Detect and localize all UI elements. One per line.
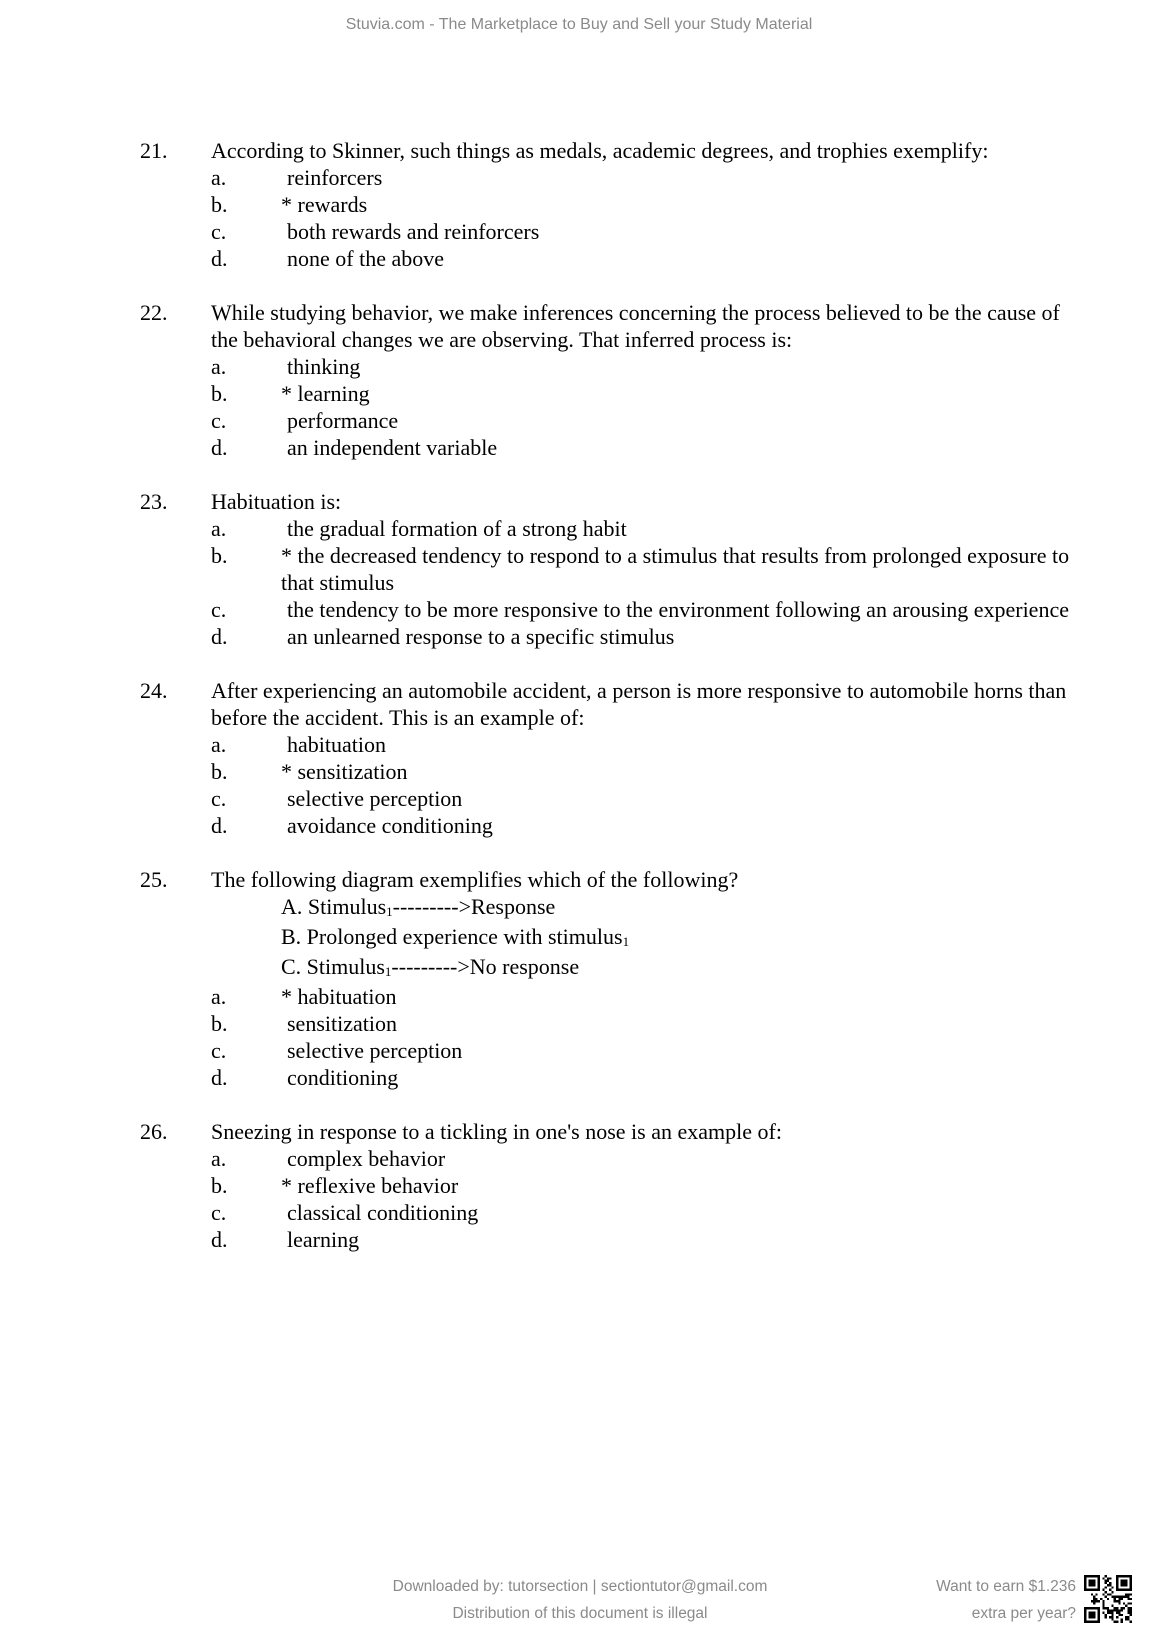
downloaded-by-text: Downloaded by: tutorsection | sectiontutor@gmail.com bbox=[392, 1578, 768, 1595]
diagram-line bbox=[281, 893, 1080, 923]
answer-option bbox=[140, 407, 1080, 434]
question-stem bbox=[140, 677, 1080, 731]
diagram-line bbox=[281, 923, 1080, 953]
option-text: the tendency to be more responsive to the environment following an arousing experience bbox=[287, 597, 1069, 622]
answer-option bbox=[140, 1226, 1080, 1253]
answer-option bbox=[140, 164, 1080, 191]
answer-option bbox=[140, 380, 1080, 407]
answer-option bbox=[140, 353, 1080, 380]
option-text: selective perception bbox=[287, 786, 463, 811]
answer-option bbox=[140, 542, 1080, 596]
option-letter: a. bbox=[211, 354, 227, 379]
answer-option bbox=[140, 191, 1080, 218]
question-text: While studying behavior, we make inferences concerning the process believed to be the cause of the behavioral changes we are observing. That inferred process is: bbox=[211, 300, 1060, 352]
question-number: 26. bbox=[140, 1119, 168, 1144]
answer-option bbox=[140, 623, 1080, 650]
option-text-correct: * rewards bbox=[281, 192, 368, 217]
option-letter: d. bbox=[211, 1227, 228, 1252]
question-stem bbox=[140, 866, 1080, 893]
diagram-text: A. Stimulus bbox=[281, 894, 387, 919]
option-text-correct: * learning bbox=[281, 381, 370, 406]
diagram-text-after: --------->No response bbox=[391, 954, 580, 979]
answer-option bbox=[140, 1037, 1080, 1064]
question-number: 23. bbox=[140, 489, 168, 514]
option-text: classical conditioning bbox=[287, 1200, 479, 1225]
option-letter: a. bbox=[211, 984, 227, 1009]
diagram-subscript: 1 bbox=[622, 934, 630, 949]
question-stem bbox=[140, 1118, 1080, 1145]
option-text: an unlearned response to a specific stimulus bbox=[287, 624, 675, 649]
option-letter: b. bbox=[211, 1011, 228, 1036]
answer-option bbox=[140, 731, 1080, 758]
option-text: the gradual formation of a strong habit bbox=[287, 516, 627, 541]
option-text: avoidance conditioning bbox=[287, 813, 493, 838]
option-text: both rewards and reinforcers bbox=[287, 219, 540, 244]
answer-option bbox=[140, 1064, 1080, 1091]
question-26 bbox=[140, 1118, 1080, 1253]
answer-option bbox=[140, 1172, 1080, 1199]
earn-promo-line2[interactable]: extra per year? bbox=[971, 1605, 1076, 1622]
question-25 bbox=[140, 866, 1080, 1091]
question-stem bbox=[140, 137, 1080, 164]
question-number: 25. bbox=[140, 867, 168, 892]
question-text: After experiencing an automobile accident, a person is more responsive to automobile horns than before the accident. This is an example of: bbox=[211, 678, 1067, 730]
option-text: thinking bbox=[287, 354, 361, 379]
option-letter: d. bbox=[211, 813, 228, 838]
option-letter: c. bbox=[211, 786, 227, 811]
question-number: 21. bbox=[140, 138, 168, 163]
option-letter: c. bbox=[211, 1038, 227, 1063]
diagram-subscript: 1 bbox=[386, 904, 393, 919]
answer-option bbox=[140, 1010, 1080, 1037]
option-text: conditioning bbox=[287, 1065, 399, 1090]
footer-download-info bbox=[360, 1573, 800, 1627]
answer-option bbox=[140, 812, 1080, 839]
answer-option bbox=[140, 596, 1080, 623]
question-text: Sneezing in response to a tickling in one's nose is an example of: bbox=[211, 1119, 782, 1144]
option-letter: c. bbox=[211, 597, 227, 622]
option-text: performance bbox=[287, 408, 399, 433]
question-text: Habituation is: bbox=[211, 489, 342, 514]
option-letter: d. bbox=[211, 1065, 228, 1090]
option-letter: d. bbox=[211, 624, 228, 649]
question-24 bbox=[140, 677, 1080, 839]
option-letter: b. bbox=[211, 192, 228, 217]
question-stem bbox=[140, 299, 1080, 353]
answer-option bbox=[140, 758, 1080, 785]
answer-option bbox=[140, 1199, 1080, 1226]
qr-code-icon[interactable] bbox=[1084, 1575, 1132, 1623]
option-text: an independent variable bbox=[287, 435, 498, 460]
earn-promo-line1[interactable]: Want to earn $1.236 bbox=[936, 1578, 1076, 1595]
answer-option bbox=[140, 245, 1080, 272]
option-letter: c. bbox=[211, 1200, 227, 1225]
option-letter: b. bbox=[211, 759, 228, 784]
question-number: 22. bbox=[140, 300, 168, 325]
option-text: reinforcers bbox=[287, 165, 383, 190]
option-text: none of the above bbox=[287, 246, 444, 271]
question-text: The following diagram exemplifies which of the following? bbox=[211, 867, 739, 892]
answer-option bbox=[140, 218, 1080, 245]
question-23 bbox=[140, 488, 1080, 650]
option-letter: b. bbox=[211, 1173, 228, 1198]
diagram-subscript: 1 bbox=[384, 964, 392, 979]
answer-option bbox=[140, 515, 1080, 542]
option-text: selective perception bbox=[287, 1038, 463, 1063]
option-letter: d. bbox=[211, 435, 228, 460]
answer-option bbox=[140, 983, 1080, 1010]
option-letter: a. bbox=[211, 165, 227, 190]
answer-option bbox=[140, 1145, 1080, 1172]
question-22 bbox=[140, 299, 1080, 461]
question-list bbox=[140, 137, 1080, 1280]
option-letter: a. bbox=[211, 516, 227, 541]
option-letter: b. bbox=[211, 381, 228, 406]
option-text-correct: * the decreased tendency to respond to a stimulus that results from prolonged exposure to that stimulus bbox=[281, 543, 1070, 595]
answer-option bbox=[140, 434, 1080, 461]
footer-earn-promo[interactable] bbox=[936, 1573, 1076, 1627]
option-text-correct: * sensitization bbox=[281, 759, 408, 784]
option-text: habituation bbox=[287, 732, 386, 757]
option-letter: b. bbox=[211, 543, 228, 568]
option-text-correct: * habituation bbox=[281, 984, 397, 1009]
diagram-line bbox=[281, 953, 1080, 983]
question-text: According to Skinner, such things as medals, academic degrees, and trophies exemplify: bbox=[211, 138, 989, 163]
option-text-correct: * reflexive behavior bbox=[281, 1173, 459, 1198]
option-letter: a. bbox=[211, 732, 227, 757]
option-letter: c. bbox=[211, 408, 227, 433]
question-number: 24. bbox=[140, 678, 168, 703]
stuvia-watermark: Stuvia.com - The Marketplace to Buy and Sell your Study Material bbox=[345, 16, 813, 33]
diagram-text: B. Prolonged experience with stimulus bbox=[281, 924, 623, 949]
option-letter: a. bbox=[211, 1146, 227, 1171]
option-letter: c. bbox=[211, 219, 227, 244]
answer-option bbox=[140, 785, 1080, 812]
option-letter: d. bbox=[211, 246, 228, 271]
distribution-notice: Distribution of this document is illegal bbox=[452, 1605, 708, 1622]
option-text: complex behavior bbox=[287, 1146, 446, 1171]
diagram-text-after: --------->Response bbox=[392, 894, 556, 919]
option-text: learning bbox=[287, 1227, 360, 1252]
question-stem bbox=[140, 488, 1080, 515]
question-21 bbox=[140, 137, 1080, 272]
diagram-text: C. Stimulus bbox=[281, 954, 385, 979]
option-text: sensitization bbox=[287, 1011, 397, 1036]
stimulus-diagram bbox=[140, 893, 1080, 983]
